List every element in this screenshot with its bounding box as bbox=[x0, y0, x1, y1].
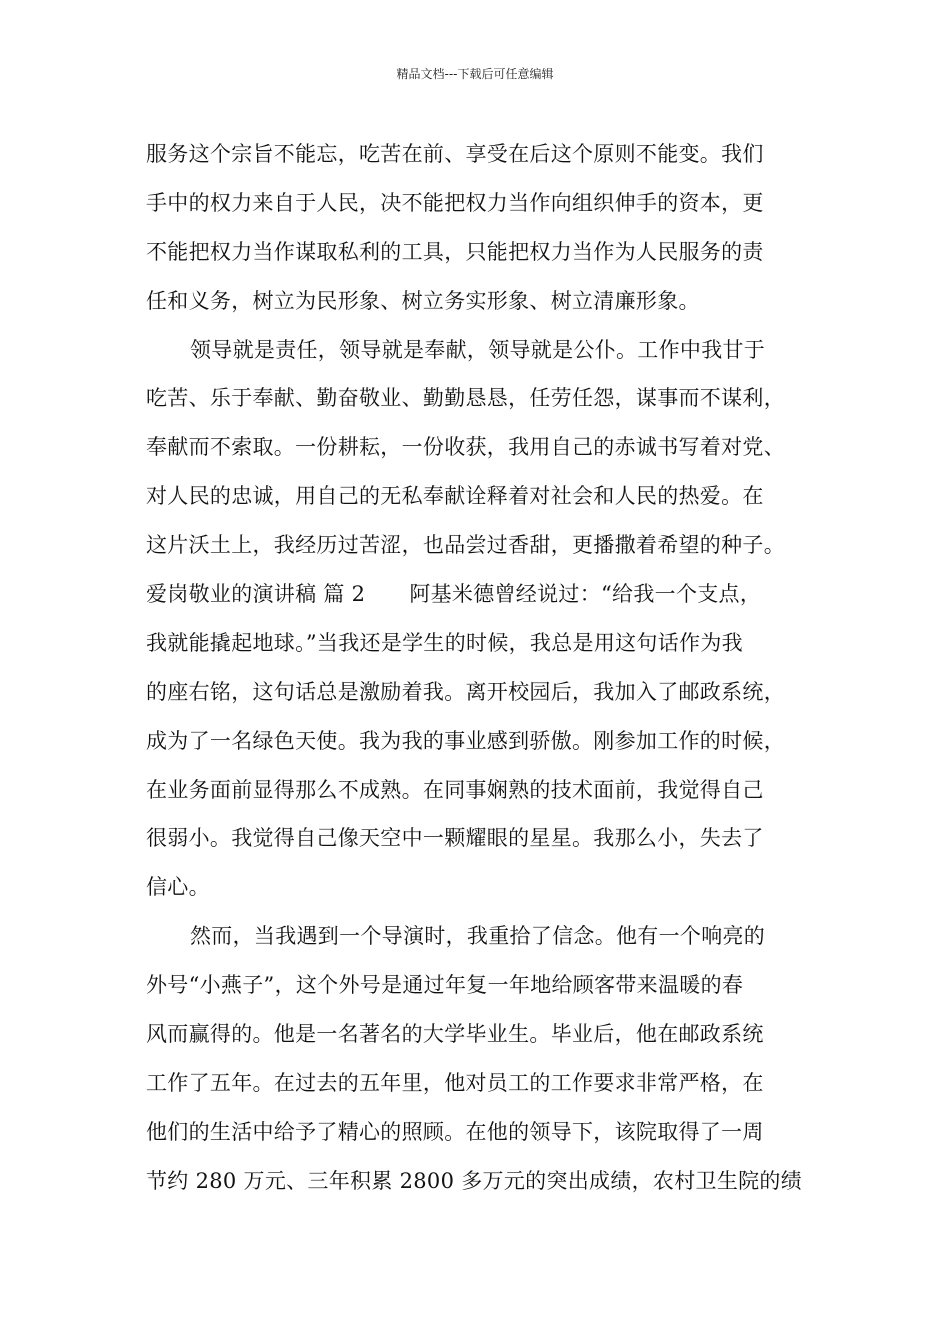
text-line: 风而赢得的。他是一名著名的大学毕业生。毕业后，他在邮政系统 bbox=[146, 1022, 764, 1047]
text-line: 任和义务，树立为民形象、树立务实形象、树立清廉形象。 bbox=[146, 288, 700, 313]
document-body bbox=[146, 130, 826, 1206]
paragraph-first-line: 然而，当我遇到一个导演时，我重拾了信念。他有一个响亮的 bbox=[190, 924, 766, 949]
text-line: 吃苦、乐于奉献、勤奋敬业、勤勤恳恳，任劳任怨，谋事而不谋利， bbox=[146, 386, 785, 411]
text-line: 服务这个宗旨不能忘，吃苦在前、享受在后这个原则不能变。我们 bbox=[146, 142, 764, 166]
text-line: 他们的生活中给予了精心的照顾。在他的领导下，该院取得了一周 bbox=[146, 1119, 764, 1144]
text-line: 在业务面前显得那么不成熟。在同事娴熟的技术面前，我觉得自己 bbox=[146, 777, 764, 802]
text-line: 不能把权力当作谋取私利的工具，只能把权力当作为人民服务的责 bbox=[146, 239, 764, 264]
text-line: 工作了五年。在过去的五年里，他对员工的工作要求非常严格，在 bbox=[146, 1070, 764, 1095]
text-line: 奉献而不索取。一份耕耘，一份收获，我用自己的赤诚书写着对党、 bbox=[146, 435, 785, 460]
text-line: 手中的权力来自于人民，决不能把权力当作向组织伸手的资本，更 bbox=[146, 190, 764, 215]
text-line: 很弱小。我觉得自己像天空中一颗耀眼的星星。我那么小，失去了 bbox=[146, 826, 764, 851]
text-line: 对人民的忠诚，用自己的无私奉献诠释着对社会和人民的热爱。在 bbox=[146, 484, 764, 509]
paragraph-first-line: 领导就是责任，领导就是奉献，领导就是公仆。工作中我甘于 bbox=[190, 337, 766, 362]
text-line: 我就能撬起地球。”当我还是学生的时候，我总是用这句话作为我 bbox=[146, 630, 743, 655]
page-header: 精品文档---下载后可任意编辑 bbox=[396, 67, 554, 81]
text-line: 的座右铭，这句话总是激励着我。离开校园后，我加入了邮政系统， bbox=[146, 679, 785, 704]
text-line: 节约 280 万元、三年积累 2800 多万元的突出成绩，农村卫生院的绩 bbox=[146, 1168, 803, 1193]
section-title: 爱岗敬业的演讲稿 篇 2 bbox=[146, 582, 366, 607]
section-first-text: 阿基米德曾经说过：“给我一个支点， bbox=[409, 582, 762, 607]
text-line: 成为了一名绿色天使。我为我的事业感到骄傲。刚参加工作的时候， bbox=[146, 728, 785, 753]
text-line: 外号“小燕子”，这个外号是通过年复一年地给顾客带来温暖的春 bbox=[146, 973, 744, 998]
text-line: 这片沃土上，我经历过苦涩，也品尝过香甜，更播撒着希望的种子。 bbox=[146, 533, 785, 558]
section-heading-line bbox=[146, 570, 826, 619]
text-line: 信心。 bbox=[146, 875, 210, 900]
